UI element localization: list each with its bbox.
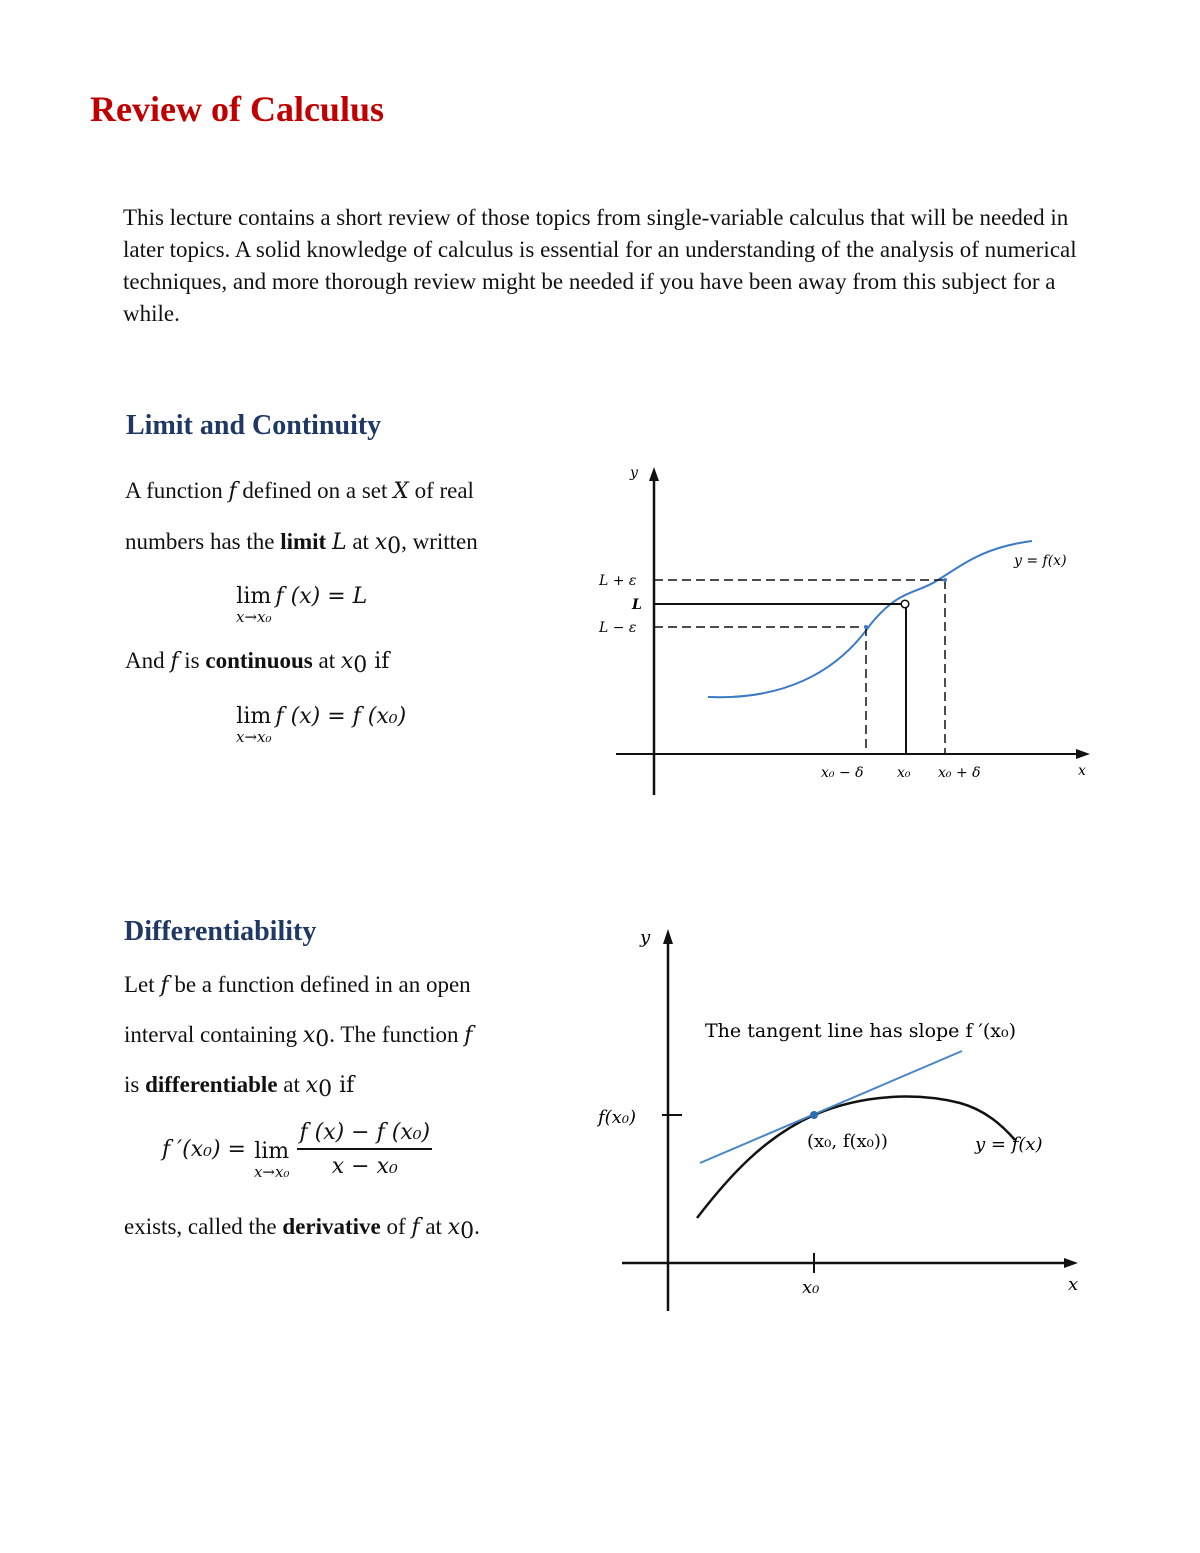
y-axis-label: y bbox=[640, 927, 651, 948]
text-run: interval containing bbox=[124, 1022, 303, 1047]
term-derivative: derivative bbox=[282, 1214, 381, 1239]
term-differentiable: differentiable bbox=[145, 1072, 278, 1097]
math-f: f bbox=[228, 479, 237, 504]
text-run: at bbox=[312, 648, 341, 673]
math-sub: 0 bbox=[460, 1219, 475, 1244]
point-label: (x₀, f(x₀)) bbox=[807, 1131, 888, 1152]
lim-subscript: x→x₀ bbox=[236, 728, 272, 746]
math-f: f bbox=[160, 973, 169, 998]
diff-text-line-3 bbox=[124, 1072, 355, 1102]
y-axis-arrow-icon bbox=[663, 929, 673, 944]
y-axis-arrow-icon bbox=[649, 467, 659, 481]
x-axis-arrow-icon bbox=[1064, 1258, 1078, 1268]
math-f: f bbox=[464, 1023, 473, 1048]
open-point bbox=[901, 600, 909, 608]
lim-operator bbox=[236, 584, 272, 624]
continuity-equation bbox=[236, 704, 406, 744]
text-run: of real bbox=[408, 478, 474, 503]
text-run: defined on a set bbox=[236, 478, 394, 503]
math-x: x bbox=[305, 1073, 319, 1098]
intro-paragraph: This lecture contains a short review of those topics from single-variable calculus that will be needed in later topics. A solid knowledge of calculus is essential for an understanding of the analysis of numerical techniques, and more thorough review might be needed if you have been away from this subject for a while. bbox=[123, 205, 1077, 326]
math-x: x bbox=[374, 530, 388, 555]
lim-word: lim bbox=[236, 584, 272, 609]
curve-point bbox=[864, 625, 868, 629]
function-curve bbox=[708, 541, 1032, 697]
math-X: X bbox=[393, 479, 409, 504]
math-x: x bbox=[340, 649, 354, 674]
limit-equation-body: f (x) = L bbox=[275, 584, 368, 609]
math-sub: 0 bbox=[318, 1077, 333, 1102]
difference-quotient bbox=[297, 1120, 432, 1179]
text-run: . The function bbox=[329, 1022, 465, 1047]
curve-label: y = f(x) bbox=[1014, 553, 1067, 569]
differentiability-heading: Differentiability bbox=[124, 916, 317, 947]
page-title: Review of Calculus bbox=[90, 89, 384, 129]
limit-text-line-3 bbox=[125, 648, 390, 678]
quotient-denominator: x − x₀ bbox=[331, 1154, 398, 1179]
x0-plus-delta-label: x₀ + δ bbox=[938, 765, 981, 781]
x-axis-arrow-icon bbox=[1076, 749, 1090, 759]
L-plus-epsilon-label: L + ε bbox=[599, 573, 637, 589]
L-label: L bbox=[632, 597, 642, 613]
term-limit: limit bbox=[280, 529, 327, 554]
math-sub: 0 bbox=[387, 534, 402, 559]
text-run: And bbox=[125, 648, 171, 673]
text-run: . bbox=[474, 1214, 480, 1239]
text-run: is bbox=[124, 1072, 146, 1097]
limit-equation bbox=[236, 584, 367, 624]
quotient-numerator: f (x) − f (x₀) bbox=[297, 1120, 432, 1150]
text-run: if bbox=[332, 1073, 355, 1098]
diff-text-line-4 bbox=[124, 1214, 480, 1244]
math-x: x bbox=[447, 1215, 461, 1240]
math-L: L bbox=[331, 530, 347, 555]
lim-subscript: x→x₀ bbox=[253, 1162, 290, 1181]
limit-text-line-2 bbox=[125, 529, 478, 559]
text-run: at bbox=[346, 529, 375, 554]
text-run: at bbox=[277, 1072, 306, 1097]
y-axis-label: y bbox=[630, 465, 638, 481]
lim-word: lim bbox=[236, 704, 272, 729]
x-axis-label: x bbox=[1068, 1274, 1079, 1295]
term-continuous: continuous bbox=[205, 648, 313, 673]
tangent-figure bbox=[590, 915, 1100, 1315]
L-minus-epsilon-label: L − ε bbox=[599, 620, 637, 636]
derivative-lhs: f ′(x₀) = bbox=[162, 1137, 246, 1162]
text-run: Let bbox=[124, 972, 161, 997]
diff-text-line-2 bbox=[124, 1022, 473, 1052]
curve-point bbox=[943, 578, 947, 582]
lim-word: lim bbox=[254, 1138, 290, 1164]
text-run: of bbox=[380, 1214, 412, 1239]
derivative-equation bbox=[162, 1120, 432, 1190]
limit-text-line-1 bbox=[125, 478, 474, 504]
tangent-point bbox=[810, 1111, 818, 1119]
tangent-label: The tangent line has slope f ′(x₀) bbox=[705, 1020, 1016, 1042]
text-run: at bbox=[419, 1214, 448, 1239]
math-f: f bbox=[170, 649, 179, 674]
text-run: , written bbox=[401, 529, 478, 554]
lim-subscript: x→x₀ bbox=[236, 608, 272, 626]
math-x: x bbox=[302, 1023, 316, 1048]
text-run: is bbox=[178, 648, 206, 673]
limit-figure bbox=[590, 455, 1100, 800]
diff-text-line-1 bbox=[124, 972, 471, 998]
x0-minus-delta-label: x₀ − δ bbox=[821, 765, 864, 781]
curve-label: y = f(x) bbox=[975, 1134, 1043, 1155]
x0-label: x₀ bbox=[802, 1277, 820, 1298]
math-f: f bbox=[411, 1215, 420, 1240]
text-run: exists, called the bbox=[124, 1214, 283, 1239]
fx0-label: f(x₀) bbox=[598, 1107, 637, 1128]
continuity-equation-body: f (x) = f (x₀) bbox=[275, 704, 407, 729]
lim-operator bbox=[236, 704, 272, 744]
lim-operator bbox=[254, 1121, 290, 1179]
x0-label: x₀ bbox=[897, 765, 911, 781]
function-curve bbox=[697, 1097, 1015, 1218]
math-sub: 0 bbox=[315, 1027, 330, 1052]
text-run: A function bbox=[125, 478, 229, 503]
text-run: numbers has the bbox=[125, 529, 281, 554]
text-run: be a function defined in an open bbox=[168, 972, 471, 997]
x-axis-label: x bbox=[1078, 763, 1086, 779]
math-sub: 0 bbox=[353, 653, 368, 678]
limit-heading: Limit and Continuity bbox=[126, 410, 382, 441]
text-run: if bbox=[367, 649, 390, 674]
